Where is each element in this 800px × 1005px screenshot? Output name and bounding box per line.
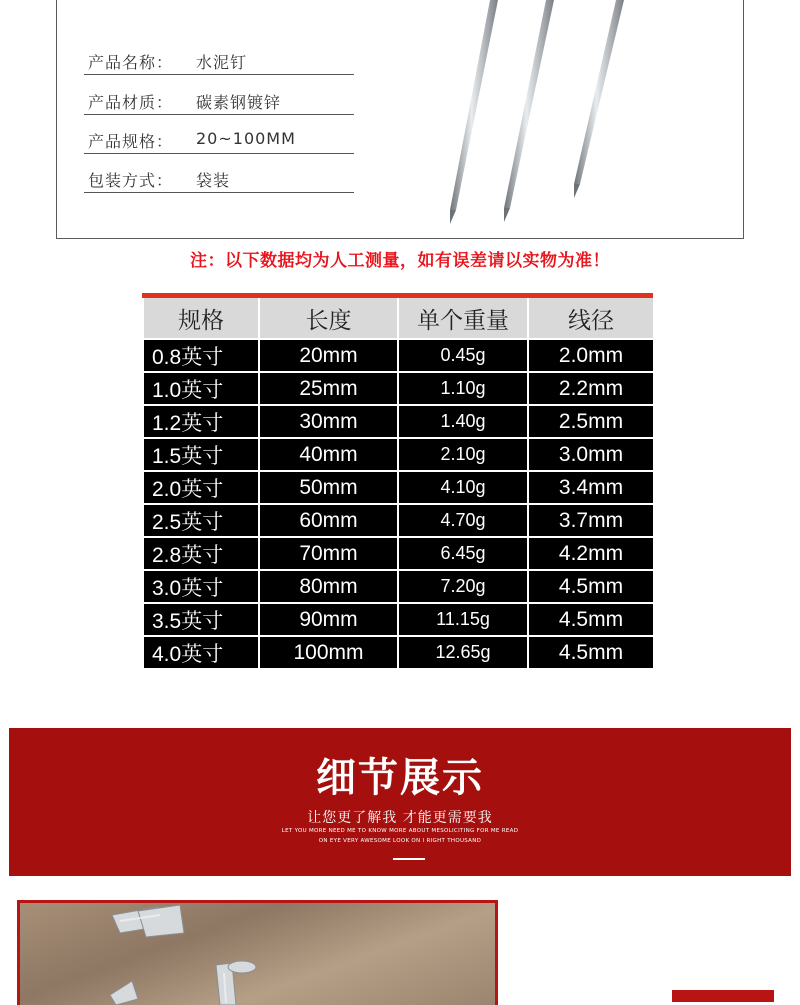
table-row	[143, 438, 654, 471]
info-label: 产品材质：	[88, 93, 174, 112]
screws-photo	[20, 903, 495, 1005]
table-header-row	[143, 298, 654, 339]
table-row	[143, 603, 654, 636]
info-value: 水泥钉	[196, 53, 248, 72]
cell-length: 40mm	[259, 438, 398, 471]
cell-length: 60mm	[259, 504, 398, 537]
cell-length: 80mm	[259, 570, 398, 603]
banner-title: 细节展示	[316, 755, 484, 801]
info-label: 产品名称：	[88, 53, 174, 72]
cell-weight: 1.10g	[398, 372, 528, 405]
nail-1	[450, 0, 498, 224]
cell-size: 1.2英寸	[143, 405, 259, 438]
detail-photo	[17, 900, 498, 1005]
cell-size: 3.0英寸	[143, 570, 259, 603]
cell-diameter: 4.5mm	[528, 570, 654, 603]
header-cell: 长度	[259, 298, 398, 339]
table-row	[143, 372, 654, 405]
cell-diameter: 3.4mm	[528, 471, 654, 504]
cell-weight: 1.40g	[398, 405, 528, 438]
cell-weight: 2.10g	[398, 438, 528, 471]
table-row	[143, 504, 654, 537]
info-row-packaging	[84, 166, 354, 193]
nail-2	[504, 0, 554, 222]
cell-weight: 12.65g	[398, 636, 528, 669]
cell-length: 70mm	[259, 537, 398, 570]
banner-divider	[393, 858, 425, 860]
cell-diameter: 4.5mm	[528, 636, 654, 669]
cell-weight: 7.20g	[398, 570, 528, 603]
banner-english-line1: LET YOU MORE NEED ME TO KNOW MORE ABOUT MESOLICITING FOR ME READ	[281, 828, 519, 834]
cell-size: 1.5英寸	[143, 438, 259, 471]
info-row-spec	[84, 127, 354, 154]
info-row-name	[84, 48, 354, 75]
cell-size: 2.5英寸	[143, 504, 259, 537]
cell-length: 20mm	[259, 339, 398, 372]
cell-diameter: 4.5mm	[528, 603, 654, 636]
cell-length: 90mm	[259, 603, 398, 636]
cell-size: 2.0英寸	[143, 471, 259, 504]
cell-weight: 4.10g	[398, 471, 528, 504]
info-value: 袋装	[196, 171, 231, 190]
cell-size: 0.8英寸	[143, 339, 259, 372]
cell-diameter: 4.2mm	[528, 537, 654, 570]
cell-diameter: 2.0mm	[528, 339, 654, 372]
cell-size: 1.0英寸	[143, 372, 259, 405]
info-label: 产品规格：	[88, 132, 174, 151]
table-row	[143, 405, 654, 438]
table-row	[143, 537, 654, 570]
cell-length: 25mm	[259, 372, 398, 405]
cell-weight: 4.70g	[398, 504, 528, 537]
info-value: 碳素钢镀锌	[196, 93, 282, 112]
info-value: 20~100MM	[196, 129, 296, 148]
cell-weight: 6.45g	[398, 537, 528, 570]
banner-english-line2: ON EYE VERY AWESOME LOOK ON I RIGHT THOUSAND	[318, 838, 482, 844]
cell-diameter: 3.0mm	[528, 438, 654, 471]
detail-banner	[9, 728, 791, 876]
table-row	[143, 339, 654, 372]
photo-frame-edge	[672, 990, 774, 1002]
nails-photo	[420, 0, 660, 238]
table-row	[143, 471, 654, 504]
measurement-note: 注：以下数据均为人工测量，如有误差请以实物为准！	[190, 251, 610, 271]
cell-size: 4.0英寸	[143, 636, 259, 669]
cell-diameter: 3.7mm	[528, 504, 654, 537]
cell-length: 30mm	[259, 405, 398, 438]
cell-diameter: 2.2mm	[528, 372, 654, 405]
banner-subtitle: 让您更了解我 才能更需要我	[307, 810, 493, 826]
spec-table	[142, 293, 653, 670]
header-cell: 规格	[143, 298, 259, 339]
cell-size: 2.8英寸	[143, 537, 259, 570]
cell-weight: 0.45g	[398, 339, 528, 372]
cell-length: 100mm	[259, 636, 398, 669]
info-row-material	[84, 88, 354, 115]
table-row	[143, 570, 654, 603]
table-row	[143, 636, 654, 669]
cell-size: 3.5英寸	[143, 603, 259, 636]
cell-diameter: 2.5mm	[528, 405, 654, 438]
cell-length: 50mm	[259, 471, 398, 504]
header-cell: 单个重量	[398, 298, 528, 339]
info-label: 包装方式：	[88, 171, 174, 190]
cell-weight: 11.15g	[398, 603, 528, 636]
nail-3	[574, 0, 624, 198]
header-cell: 线径	[528, 298, 654, 339]
